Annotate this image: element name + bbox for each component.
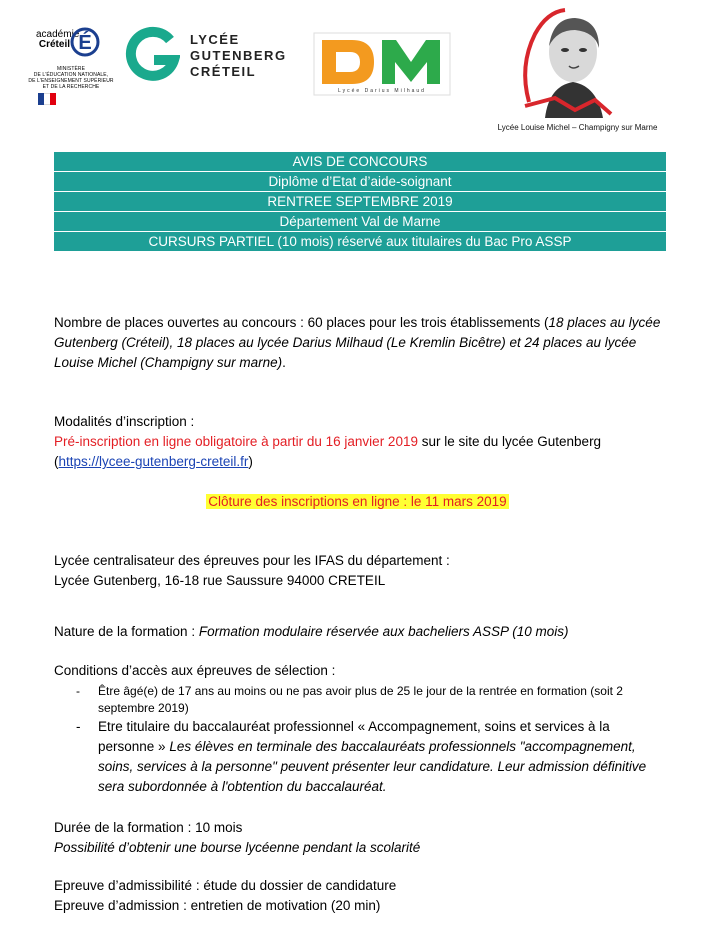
- epreuve-admissibilite: Epreuve d’admissibilité : étude du dossier de candidature: [54, 878, 397, 893]
- louise-michel-portrait-logo-icon: [515, 6, 615, 118]
- banner-row-rentree: RENTREE SEPTEMBRE 2019: [54, 192, 666, 212]
- list-item: - Etre titulaire du baccalauréat professionnel « Accompagnement, soins et services à la personne » Les élèves en terminale des baccalauréats professionnels "accompagnement, soins, services à la personne" peuvent présenter leur candidature. Leur admission définitive sera subordonnée à l'obtention du baccalauréat.: [76, 719, 647, 794]
- cloture-notice: Clôture des inscriptions en ligne : le 11 mars 2019: [208, 494, 507, 509]
- darius-milhaud-subtitle: Lycée Darius Milhaud: [338, 88, 426, 94]
- epreuve-admission: Epreuve d’admission : entretien de motivation (20 min): [54, 898, 381, 913]
- academie-e-icon: [70, 24, 100, 60]
- list-item: - Être âgé(e) de 17 ans au moins ou ne pas avoir plus de 25 le jour de la rentrée en formation (soit 2 septembre 2019): [76, 684, 623, 715]
- banner-row-departement: Département Val de Marne: [54, 212, 666, 232]
- gutenberg-logo-text: LYCÉE GUTENBERG CRÉTEIL: [190, 32, 287, 79]
- nature-formation-paragraph: Nature de la formation : Formation modulaire réservée aux bacheliers ASSP (10 mois): [54, 624, 569, 639]
- ministere-text: MINISTÈRE DE L'ÉDUCATION NATIONALE, DE L'ENSEIGNEMENT SUPÉRIEUR ET DE LA RECHERCHE: [28, 66, 114, 90]
- conditions-title: Conditions d’accès aux épreuves de sélection :: [54, 663, 336, 678]
- duree-paragraph: Durée de la formation : 10 mois Possibilité d’obtenir une bourse lycéenne pendant la scolarité: [54, 820, 421, 855]
- banner-row-title: AVIS DE CONCOURS: [54, 152, 666, 172]
- places-paragraph: Nombre de places ouvertes au concours : 60 places pour les trois établissements (18 places au lycée Gutenberg (Créteil), 18 places au lycée Darius Milhaud (Le Kremlin Bicêtre) et 24 places au lycée Louise Michel (Champigny sur marne).: [54, 315, 661, 370]
- louise-michel-caption: Lycée Louise Michel – Champigny sur Marne: [497, 123, 658, 132]
- svg-text:É: É: [78, 32, 92, 54]
- academie-logo-text: académie Créteil: [36, 29, 80, 50]
- lycee-centralisateur-paragraph: Lycée centralisateur des épreuves pour les IFAS du département : Lycée Gutenberg, 16-18 rue Saussure 94000 CRETEIL: [54, 553, 450, 588]
- banner-row-cursus: CURSURS PARTIEL (10 mois) réservé aux titulaires du Bac Pro ASSP: [54, 232, 666, 252]
- republique-flag-icon: [38, 93, 56, 105]
- conditions-list: [64, 683, 664, 797]
- darius-milhaud-dm-logo-icon: [312, 32, 452, 96]
- concours-banner: [54, 152, 666, 252]
- modalites-title: Modalités d’inscription :: [54, 414, 195, 429]
- preinscription-notice: Pré-inscription en ligne obligatoire à partir du 16 janvier 2019: [54, 434, 418, 449]
- gutenberg-g-logo-icon: [124, 26, 180, 84]
- epreuves-paragraph: [54, 876, 674, 916]
- gutenberg-website-link[interactable]: https://lycee-gutenberg-creteil.fr: [58, 454, 249, 469]
- modalites-paragraph: Modalités d’inscription : Pré-inscription en ligne obligatoire à partir du 16 janvier 2019 sur le site du lycée Gutenberg (https://lycee-gutenberg-creteil.fr): [54, 412, 684, 472]
- banner-row-diploma: Diplôme d’Etat d’aide-soignant: [54, 172, 666, 192]
